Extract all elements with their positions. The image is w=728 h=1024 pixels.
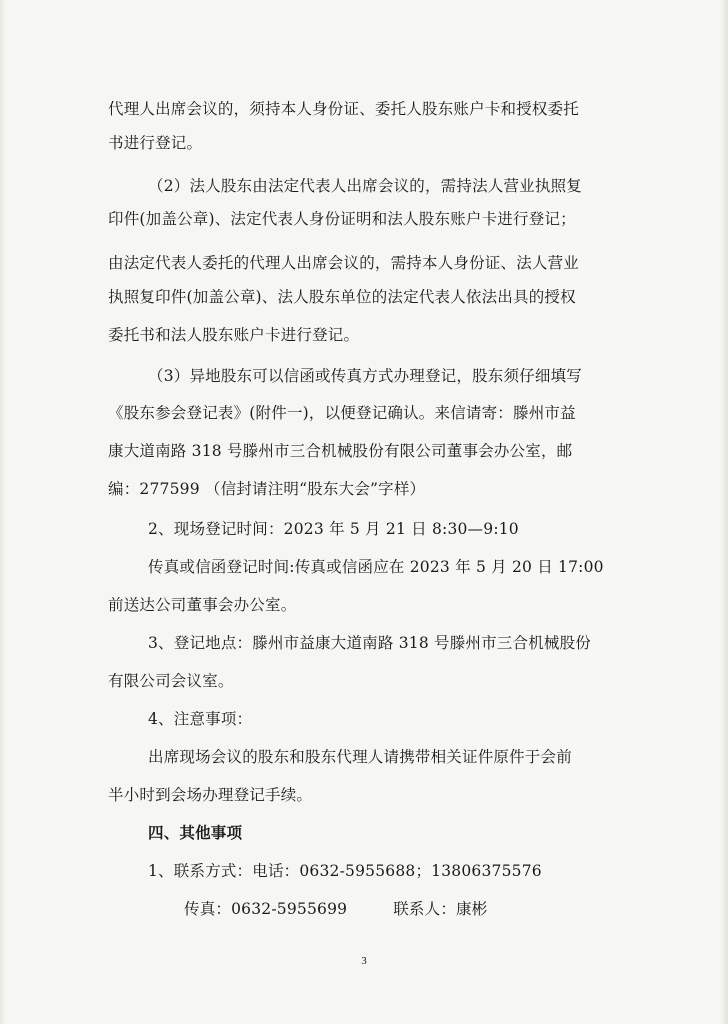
text-line: 代理人出席会议的，须持本人身份证、委托人股东账户卡和授权委托 [108,100,580,118]
text-line: 2、现场登记时间：2023 年 5 月 21 日 8:30—9:10 [148,520,519,538]
fax-number: 传真：0632-5955699 [184,900,348,918]
text-line: （2）法人股东由法定代表人出席会议的，需持法人营业执照复 [148,177,582,195]
text-line: 编：277599 （信封请注明“股东大会”字样） [108,480,426,498]
section-heading: 四、其他事项 [148,823,243,842]
page-number: 3 [361,955,367,967]
text-line: 前送达公司董事会办公室。 [108,596,297,614]
text-line: 执照复印件(加盖公章)、法人股东单位的法定代表人依法出具的授权 [108,288,576,306]
text-line: 有限公司会议室。 [108,672,234,690]
text-line: 委托书和法人股东账户卡进行登记。 [108,326,360,344]
contact-line: 1、联系方式：电话：0632-5955688；13806375576 [148,862,542,880]
text-line: 由法定代表人委托的代理人出席会议的，需持本人身份证、法人营业 [108,254,580,272]
text-line: 3、登记地点：滕州市益康大道南路 318 号滕州市三合机械股份 [148,634,592,652]
text-line: 半小时到会场办理登记手续。 [108,786,313,804]
text-line: 传真或信函登记时间:传真或信函应在 2023 年 5 月 20 日 17:00 [148,558,604,576]
contact-fax-row [184,899,487,919]
text-line: 康大道南路 318 号滕州市三合机械股份有限公司董事会办公室，邮 [108,442,573,460]
text-line: 4、注意事项： [148,710,253,728]
text-line: （3）异地股东可以信函或传真方式办理登记，股东须仔细填写 [148,367,582,385]
contact-person: 联系人：康彬 [393,900,488,918]
text-line: 印件(加盖公章)、法定代表人身份证明和法人股东账户卡进行登记； [108,210,576,228]
text-line: 书进行登记。 [108,134,203,152]
text-line: 《股东参会登记表》(附件一)，以便登记确认。来信请寄：滕州市益 [108,404,576,422]
text-line: 出席现场会议的股东和股东代理人请携带相关证件原件于会前 [148,748,572,766]
